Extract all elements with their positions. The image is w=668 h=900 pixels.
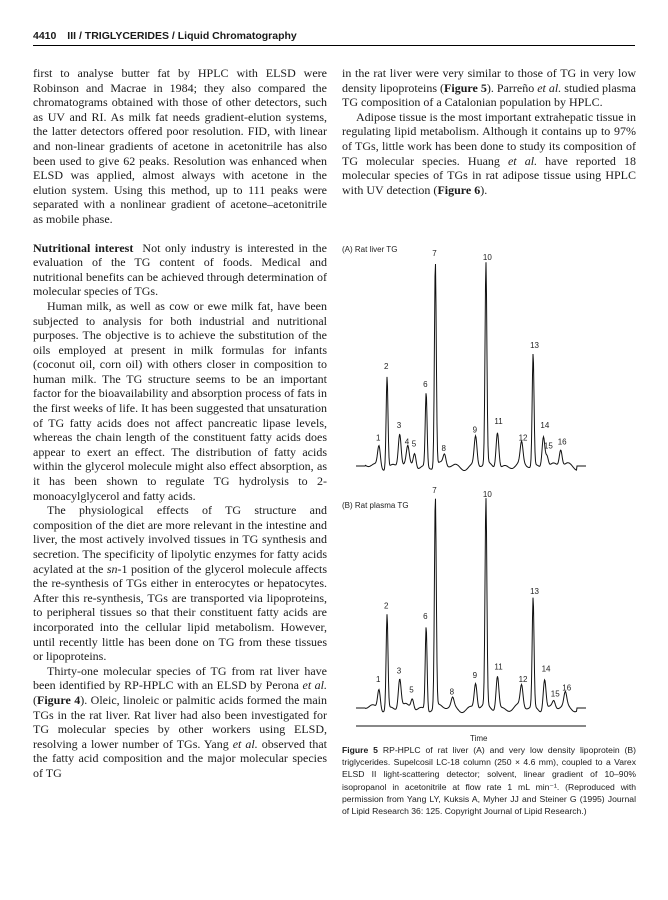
peak-label: 3 [396, 666, 402, 676]
peak-label: 8 [441, 443, 446, 453]
text-run-italic: et al. [302, 678, 327, 693]
peak-label: 4 [404, 437, 410, 447]
peak-label: 6 [423, 612, 428, 621]
peak-label: 6 [423, 380, 428, 390]
figure-5 [342, 240, 636, 760]
paragraph-nutritional-interest [33, 241, 327, 299]
peak-label: 2 [384, 361, 389, 371]
peak-label: 12 [518, 433, 528, 443]
right-column [342, 66, 636, 197]
nutritional-interest-text: Not only industry is interested in the evaluation of the TG content of foods. Medical and nutritional benefits can be achieved through determination of molecular species of TGs. [33, 240, 327, 299]
panel-b-chromatogram [356, 486, 586, 713]
peak-label: 5 [411, 439, 417, 449]
section-heading-nutritional-interest: Nutritional interest [33, 240, 134, 255]
figure-reference: Figure 5 [444, 80, 487, 95]
page-number: 4410 [33, 30, 57, 42]
panel-a-chromatogram [356, 249, 586, 471]
text-run: ). [480, 182, 488, 197]
paragraph-physiological-effects [33, 503, 327, 664]
text-run: ). Oleic, linoleic or palmitic acids formed the main TGs in the rat liver. Rat liver had also been investigated for TG molecular species by other workers using ELSD, resolving a lower number of TGs. Yang [33, 692, 327, 751]
text-run: Adipose tissue is the most important extrahepatic tissue in regulating lipid metabolism. Although it contains up to 97% of TGs, little work has been done to study its composition of TG molecular species. Huang [342, 109, 636, 168]
peak-label: 16 [562, 683, 572, 693]
panel-b-label: (B) Rat plasma TG [342, 501, 409, 510]
text-run: Thirty-one molecular species of TG from rat liver have been identified by RP-HPLC with an ELSD by Perona [33, 663, 327, 693]
figure-reference: Figure 6 [437, 182, 481, 197]
text-run: studied plasma TG composition of a Catalonian population by HPLC. [342, 80, 636, 110]
peak-label: 10 [482, 490, 492, 500]
peak-label: 5 [409, 685, 414, 695]
peak-label: 11 [494, 417, 503, 427]
peak-label: 13 [530, 341, 540, 351]
running-header [33, 30, 635, 42]
text-run: in the rat liver were very similar to those of TG in very low density lipoproteins ( [342, 66, 636, 95]
text-run-italic: et al. [507, 153, 538, 168]
peak-label: 3 [396, 421, 402, 431]
peak-label: 15 [550, 689, 560, 699]
chromatogram-trace [356, 262, 586, 470]
peak-label: 2 [384, 601, 389, 611]
peak-label: 7 [432, 486, 437, 495]
text-run-italic: et al. [232, 736, 258, 751]
text-run: ). Parreño [486, 80, 538, 95]
text-run: observed that the fatty acid composition and the major molecular species of TG [33, 736, 327, 780]
text-run: have reported 18 molecular species of TGs in rat adipose tissue using HPLC with UV detection ( [342, 153, 636, 197]
text-run-italic: sn [106, 561, 118, 576]
peak-label: 11 [494, 662, 503, 672]
paragraph-adipose-tissue [342, 110, 636, 198]
text-run: ( [33, 692, 37, 707]
running-title: III / TRIGLYCERIDES / Liquid Chromatography [67, 30, 297, 42]
peak-label: 15 [543, 441, 553, 451]
figure-reference: Figure 4 [37, 692, 81, 707]
panel-a-label: (A) Rat liver TG [342, 245, 398, 254]
x-axis-label: Time [470, 734, 488, 743]
paragraph-rat-liver [33, 664, 327, 781]
text-run: The physiological effects of TG structure and composition of the diet are more relevant in the intestine and liver, the most actively involved tissues in TG synthesis and secretion. The specificity of lipolytic enzymes for fatty acids acylated at the [33, 503, 327, 576]
text-run-italic: et al. [537, 80, 562, 95]
figure-caption [342, 744, 636, 817]
peak-label: 8 [449, 687, 455, 697]
peak-label: 13 [530, 586, 540, 596]
paragraph-butter-fat: first to analyse butter fat by HPLC with ELSD were Robinson and Macrae in 1984; they also compared the chromatograms obtained with those of other detectors, such as UV and RI. As milk fat needs gradient-elution systems, the latter detectors offered poor resolution. FID, with linear and non-linear gradients of acetone in acetonitrile has also been used to give 62 peaks. Resolution was enhanced when ELSD was applied, almost always with acetone in the elution system. Using this method, up to 111 peaks were separated with a nonlinear gradient of acetone–acetonitrile as mobile phase. [33, 66, 327, 226]
peak-label: 10 [482, 253, 492, 263]
paragraph-lipoproteins [342, 66, 636, 110]
caption-label: Figure 5 [342, 745, 378, 755]
peak-label: 16 [557, 437, 567, 447]
header-rule [33, 45, 635, 46]
chromatogram-figure [342, 240, 636, 760]
chromatogram-trace [356, 498, 586, 712]
text-run: -1 position of the glycerol molecule affects the re-synthesis of TGs either in enterocytes or hepatocytes. After this re-synthesis, TGs are transported via lipoproteins, to peripheral tissues so that their constituent fatty acids are incorporated into the cellular lipid metabolism. However, until recently little has been done on TG from these tissues or lipoproteins. [33, 561, 327, 664]
paragraph-human-milk: Human milk, as well as cow or ewe milk fat, have been subjected to analysis for both industrial and nutritional purposes. The objective is to achieve the substitution of the oils employed at present in milk formulas for infants (coconut oil, corn oil) with others closer in composition to human milk. The TG structure seems to be an important factor for the bioavailability and absorption process of fats in the first weeks of life. It has been suggested that unsaturation of TG fatty acids does not affect pancreatic lipase levels, whereas the chain length of the constituent fatty acids does appear to exert an effect. The distribution of fatty acids within the glycerol molecule might also effect absorption, as it has been shown to regulate TG hydrolysis to 2-monoacylglycerol and fatty acids. [33, 298, 327, 503]
left-column [33, 66, 327, 781]
caption-text: RP-HPLC of rat liver (A) and very low density lipoprotein (B) triglycerides. Supelcosil LC-18 column (250 × 4.6 mm), coupled to a Varex ELSD II light-scattering detector; solvent, linear gradient of 10–90% isopropanol in acetonitrile at flow rate 1 mL min⁻¹. (Reproduced with permission from Yang LY, Kuksis A, Myher JJ and Steiner G (1995) Journal of Lipid Research 36: 125. Copyright Journal of Lipid Research.) [342, 745, 636, 817]
peak-label: 1 [376, 433, 381, 443]
peak-label: 7 [432, 249, 437, 258]
peak-label: 14 [541, 664, 551, 674]
peak-label: 1 [376, 675, 381, 684]
peak-label: 12 [518, 675, 528, 684]
peak-label: 9 [472, 425, 478, 435]
peak-label: 14 [540, 421, 550, 431]
peak-label: 9 [472, 670, 478, 680]
